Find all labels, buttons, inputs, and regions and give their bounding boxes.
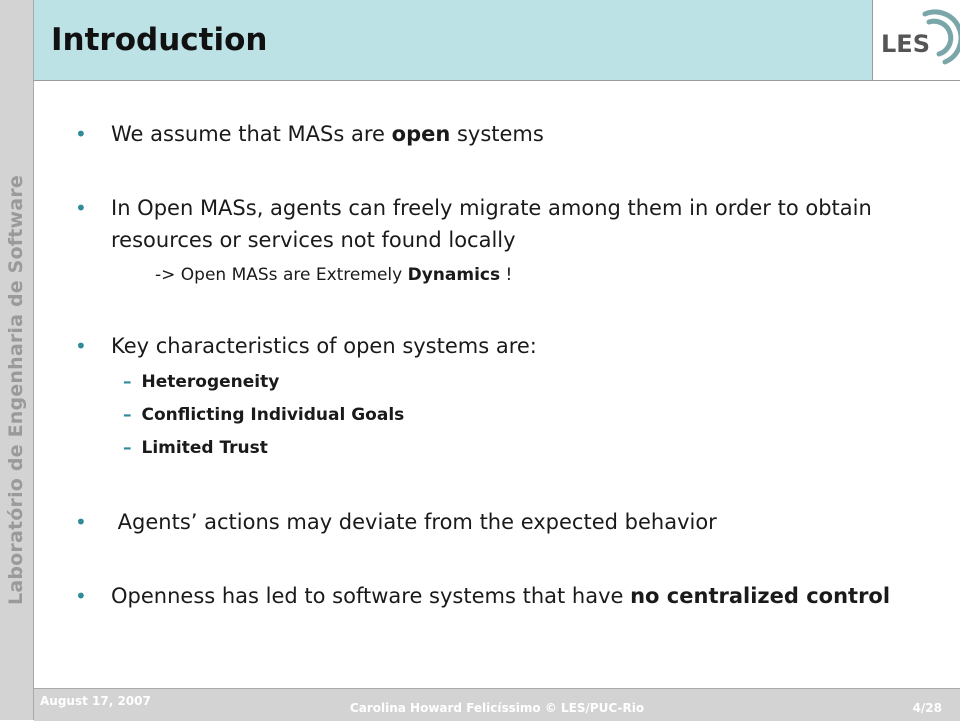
logo bbox=[872, 0, 960, 81]
sidebar bbox=[0, 0, 34, 720]
arrow-note bbox=[155, 265, 512, 285]
dash-icon: – bbox=[123, 405, 132, 425]
bullet-text: systems bbox=[450, 122, 544, 146]
dash-icon: – bbox=[123, 372, 132, 392]
bullet-bold-text: no centralized control bbox=[630, 584, 891, 608]
bullet-text: Agents’ actions may deviate from the expected behavior bbox=[111, 510, 717, 534]
sub-item bbox=[123, 372, 279, 392]
footer-author: Carolina Howard Felicíssimo © LES/PUC-Rio bbox=[349, 701, 645, 715]
bullet-text: Openness has led to software systems that have bbox=[111, 584, 631, 608]
sub-item bbox=[123, 405, 404, 425]
slide-title: Introduction bbox=[51, 22, 268, 58]
sub-item bbox=[123, 438, 268, 458]
footer-date: August 17, 2007 bbox=[40, 694, 151, 708]
arrow-note-bold: Dynamics bbox=[407, 265, 501, 285]
les-logo-icon bbox=[873, 0, 960, 80]
bullet-text: We assume that MASs are bbox=[111, 122, 392, 146]
arrow-note-text: -> Open MASs are Extremely bbox=[155, 265, 408, 285]
bullet-bold-text: open bbox=[391, 122, 451, 146]
bullet-item bbox=[75, 118, 925, 150]
bullet-item bbox=[75, 506, 925, 538]
bullet-icon: • bbox=[75, 334, 87, 358]
bullet-text: Key characteristics of open systems are: bbox=[111, 334, 537, 358]
page-number: 4/28 bbox=[912, 701, 942, 715]
bullet-icon: • bbox=[75, 196, 87, 220]
dash-icon: – bbox=[123, 438, 132, 458]
sub-item-text: Conflicting Individual Goals bbox=[141, 405, 405, 425]
bullet-item bbox=[75, 580, 925, 650]
title-bar bbox=[34, 0, 872, 81]
bullet-item bbox=[75, 192, 925, 262]
bullet-text: In Open MASs, agents can freely migrate among them in order to obtain resources or services not found locally bbox=[111, 196, 872, 252]
sidebar-label: Laboratório de Engenharia de Software bbox=[5, 175, 27, 605]
sub-item-text: Limited Trust bbox=[141, 438, 268, 458]
arrow-note-text: ! bbox=[500, 265, 513, 285]
bullet-icon: • bbox=[75, 122, 87, 146]
bullet-icon: • bbox=[75, 510, 87, 534]
bullet-icon: • bbox=[75, 584, 87, 608]
logo-text: LES bbox=[881, 30, 930, 58]
footer bbox=[34, 688, 960, 721]
bullet-item bbox=[75, 330, 925, 362]
sub-item-text: Heterogeneity bbox=[141, 372, 280, 392]
